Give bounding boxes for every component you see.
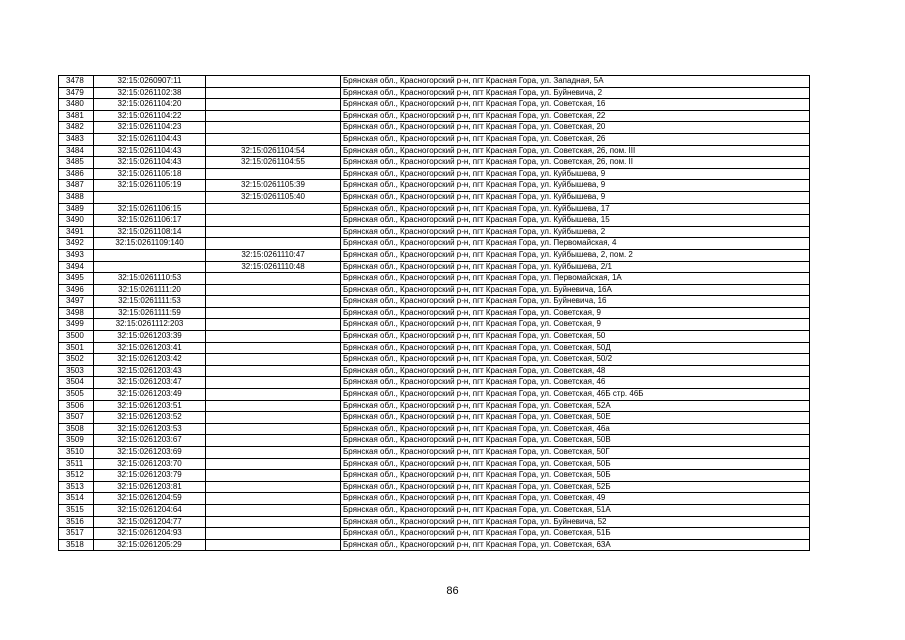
row-number-cell: 3478 <box>59 76 94 88</box>
object-cadastral-number-cell <box>206 493 341 505</box>
table-row <box>59 203 810 215</box>
cadastral-number-cell: 32:15:0261108:14 <box>94 226 206 238</box>
address-cell: Брянская обл., Красногорский р-н, пгт Красная Гора, ул. Советская, 46 <box>341 377 810 389</box>
object-cadastral-number-cell <box>206 76 341 88</box>
table-row <box>59 331 810 343</box>
cadastral-number-cell: 32:15:0261204:59 <box>94 493 206 505</box>
row-number-cell: 3482 <box>59 122 94 134</box>
object-cadastral-number-cell <box>206 539 341 551</box>
row-number-cell: 3515 <box>59 504 94 516</box>
object-cadastral-number-cell <box>206 273 341 285</box>
row-number-cell: 3510 <box>59 447 94 459</box>
table-row <box>59 133 810 145</box>
row-number-cell: 3496 <box>59 284 94 296</box>
table-row <box>59 412 810 424</box>
page-number: 86 <box>446 585 459 597</box>
object-cadastral-number-cell: 32:15:0261104:55 <box>206 157 341 169</box>
object-cadastral-number-cell <box>206 389 341 401</box>
cadastral-number-cell: 32:15:0261112:203 <box>94 319 206 331</box>
cadastral-number-cell: 32:15:0261203:42 <box>94 354 206 366</box>
row-number-cell: 3503 <box>59 365 94 377</box>
table-row <box>59 249 810 261</box>
address-cell: Брянская обл., Красногорский р-н, пгт Красная Гора, ул. Советская, 50Г <box>341 447 810 459</box>
table-row <box>59 226 810 238</box>
table-row <box>59 319 810 331</box>
object-cadastral-number-cell <box>206 133 341 145</box>
object-cadastral-number-cell <box>206 122 341 134</box>
row-number-cell: 3488 <box>59 191 94 203</box>
row-number-cell: 3485 <box>59 157 94 169</box>
address-cell: Брянская обл., Красногорский р-н, пгт Красная Гора, ул. Советская, 63А <box>341 539 810 551</box>
row-number-cell: 3518 <box>59 539 94 551</box>
object-cadastral-number-cell <box>206 226 341 238</box>
object-cadastral-number-cell <box>206 516 341 528</box>
cadastral-number-cell: 32:15:0261203:69 <box>94 447 206 459</box>
address-cell: Брянская обл., Красногорский р-н, пгт Красная Гора, ул. Куйбышева, 2 <box>341 226 810 238</box>
object-cadastral-number-cell <box>206 435 341 447</box>
address-cell: Брянская обл., Красногорский р-н, пгт Красная Гора, ул. Куйбышева, 2, пом. 2 <box>341 249 810 261</box>
property-table <box>58 75 810 551</box>
object-cadastral-number-cell <box>206 342 341 354</box>
object-cadastral-number-cell <box>206 528 341 540</box>
cadastral-number-cell: 32:15:0261203:47 <box>94 377 206 389</box>
table-row <box>59 145 810 157</box>
address-cell: Брянская обл., Красногорский р-н, пгт Красная Гора, ул. Советская, 50 <box>341 331 810 343</box>
cadastral-number-cell: 32:15:0261203:81 <box>94 481 206 493</box>
address-cell: Брянская обл., Красногорский р-н, пгт Красная Гора, ул. Советская, 46Б стр. 46Б <box>341 389 810 401</box>
table-row <box>59 296 810 308</box>
address-cell: Брянская обл., Красногорский р-н, пгт Красная Гора, ул. Куйбышева, 2/1 <box>341 261 810 273</box>
table-row <box>59 284 810 296</box>
cadastral-number-cell: 32:15:0261104:43 <box>94 157 206 169</box>
object-cadastral-number-cell: 32:15:0261105:40 <box>206 191 341 203</box>
row-number-cell: 3501 <box>59 342 94 354</box>
address-cell: Брянская обл., Красногорский р-н, пгт Красная Гора, ул. Куйбышева, 15 <box>341 215 810 227</box>
address-cell: Брянская обл., Красногорский р-н, пгт Красная Гора, ул. Советская, 48 <box>341 365 810 377</box>
cadastral-number-cell: 32:15:0261111:53 <box>94 296 206 308</box>
address-cell: Брянская обл., Красногорский р-н, пгт Красная Гора, ул. Советская, 50Б <box>341 458 810 470</box>
table-row <box>59 354 810 366</box>
address-cell: Брянская обл., Красногорский р-н, пгт Красная Гора, ул. Куйбышева, 9 <box>341 180 810 192</box>
row-number-cell: 3513 <box>59 481 94 493</box>
object-cadastral-number-cell <box>206 238 341 250</box>
cadastral-number-cell <box>94 191 206 203</box>
cadastral-number-cell: 32:15:0261205:29 <box>94 539 206 551</box>
address-cell: Брянская обл., Красногорский р-н, пгт Красная Гора, ул. Советская, 50В <box>341 435 810 447</box>
cadastral-number-cell: 32:15:0261102:38 <box>94 87 206 99</box>
table-row <box>59 122 810 134</box>
cadastral-number-cell: 32:15:0261203:67 <box>94 435 206 447</box>
table-row <box>59 87 810 99</box>
row-number-cell: 3498 <box>59 307 94 319</box>
object-cadastral-number-cell <box>206 458 341 470</box>
row-number-cell: 3491 <box>59 226 94 238</box>
cadastral-number-cell: 32:15:0261110:53 <box>94 273 206 285</box>
object-cadastral-number-cell <box>206 481 341 493</box>
cadastral-number-cell: 32:15:0261204:93 <box>94 528 206 540</box>
row-number-cell: 3495 <box>59 273 94 285</box>
cadastral-number-cell: 32:15:0261104:20 <box>94 99 206 111</box>
table-row <box>59 273 810 285</box>
cadastral-number-cell: 32:15:0261203:49 <box>94 389 206 401</box>
cadastral-number-cell: 32:15:0261111:20 <box>94 284 206 296</box>
address-cell: Брянская обл., Красногорский р-н, пгт Красная Гора, ул. Куйбышева, 17 <box>341 203 810 215</box>
cadastral-number-cell: 32:15:0261203:79 <box>94 470 206 482</box>
row-number-cell: 3480 <box>59 99 94 111</box>
address-cell: Брянская обл., Красногорский р-н, пгт Красная Гора, ул. Советская, 51А <box>341 504 810 516</box>
table-row <box>59 342 810 354</box>
object-cadastral-number-cell <box>206 284 341 296</box>
object-cadastral-number-cell <box>206 319 341 331</box>
row-number-cell: 3493 <box>59 249 94 261</box>
table-row <box>59 191 810 203</box>
address-cell: Брянская обл., Красногорский р-н, пгт Красная Гора, ул. Советская, 26, пом. II <box>341 157 810 169</box>
object-cadastral-number-cell <box>206 412 341 424</box>
address-cell: Брянская обл., Красногорский р-н, пгт Красная Гора, ул. Куйбышева, 9 <box>341 168 810 180</box>
property-table-body <box>59 76 810 551</box>
address-cell: Брянская обл., Красногорский р-н, пгт Красная Гора, ул. Первомайская, 4 <box>341 238 810 250</box>
row-number-cell: 3499 <box>59 319 94 331</box>
row-number-cell: 3483 <box>59 133 94 145</box>
cadastral-number-cell: 32:15:0261203:51 <box>94 400 206 412</box>
row-number-cell: 3479 <box>59 87 94 99</box>
row-number-cell: 3504 <box>59 377 94 389</box>
table-row <box>59 238 810 250</box>
table-row <box>59 435 810 447</box>
cadastral-number-cell: 32:15:0261203:39 <box>94 331 206 343</box>
object-cadastral-number-cell <box>206 168 341 180</box>
row-number-cell: 3508 <box>59 423 94 435</box>
cadastral-number-cell: 32:15:0261204:64 <box>94 504 206 516</box>
object-cadastral-number-cell <box>206 504 341 516</box>
cadastral-number-cell: 32:15:0261105:18 <box>94 168 206 180</box>
address-cell: Брянская обл., Красногорский р-н, пгт Красная Гора, ул. Куйбышева, 9 <box>341 191 810 203</box>
address-cell: Брянская обл., Красногорский р-н, пгт Красная Гора, ул. Западная, 5А <box>341 76 810 88</box>
object-cadastral-number-cell: 32:15:0261110:47 <box>206 249 341 261</box>
table-row <box>59 157 810 169</box>
cadastral-number-cell: 32:15:0261203:43 <box>94 365 206 377</box>
cadastral-number-cell: 32:15:0261104:43 <box>94 133 206 145</box>
object-cadastral-number-cell <box>206 354 341 366</box>
cadastral-number-cell <box>94 249 206 261</box>
row-number-cell: 3505 <box>59 389 94 401</box>
table-row <box>59 516 810 528</box>
object-cadastral-number-cell <box>206 423 341 435</box>
object-cadastral-number-cell <box>206 377 341 389</box>
object-cadastral-number-cell <box>206 400 341 412</box>
row-number-cell: 3514 <box>59 493 94 505</box>
cadastral-number-cell: 32:15:0261106:17 <box>94 215 206 227</box>
object-cadastral-number-cell <box>206 470 341 482</box>
object-cadastral-number-cell <box>206 307 341 319</box>
table-row <box>59 307 810 319</box>
address-cell: Брянская обл., Красногорский р-н, пгт Красная Гора, ул. Советская, 49 <box>341 493 810 505</box>
table-row <box>59 110 810 122</box>
table-row <box>59 168 810 180</box>
row-number-cell: 3484 <box>59 145 94 157</box>
address-cell: Брянская обл., Красногорский р-н, пгт Красная Гора, ул. Советская, 20 <box>341 122 810 134</box>
object-cadastral-number-cell <box>206 99 341 111</box>
table-row <box>59 180 810 192</box>
address-cell: Брянская обл., Красногорский р-н, пгт Красная Гора, ул. Советская, 52А <box>341 400 810 412</box>
object-cadastral-number-cell <box>206 215 341 227</box>
row-number-cell: 3512 <box>59 470 94 482</box>
row-number-cell: 3500 <box>59 331 94 343</box>
table-row <box>59 458 810 470</box>
table-row <box>59 470 810 482</box>
object-cadastral-number-cell <box>206 447 341 459</box>
cadastral-number-cell <box>94 261 206 273</box>
object-cadastral-number-cell <box>206 331 341 343</box>
cadastral-number-cell: 32:15:0261105:19 <box>94 180 206 192</box>
cadastral-number-cell: 32:15:0260907:11 <box>94 76 206 88</box>
cadastral-number-cell: 32:15:0261104:22 <box>94 110 206 122</box>
table-row <box>59 365 810 377</box>
cadastral-number-cell: 32:15:0261203:52 <box>94 412 206 424</box>
row-number-cell: 3489 <box>59 203 94 215</box>
cadastral-number-cell: 32:15:0261203:70 <box>94 458 206 470</box>
address-cell: Брянская обл., Красногорский р-н, пгт Красная Гора, ул. Первомайская, 1А <box>341 273 810 285</box>
cadastral-number-cell: 32:15:0261104:23 <box>94 122 206 134</box>
row-number-cell: 3517 <box>59 528 94 540</box>
address-cell: Брянская обл., Красногорский р-н, пгт Красная Гора, ул. Советская, 26 <box>341 133 810 145</box>
address-cell: Брянская обл., Красногорский р-н, пгт Красная Гора, ул. Советская, 50Д <box>341 342 810 354</box>
address-cell: Брянская обл., Красногорский р-н, пгт Красная Гора, ул. Буйневича, 16 <box>341 296 810 308</box>
object-cadastral-number-cell: 32:15:0261110:48 <box>206 261 341 273</box>
row-number-cell: 3487 <box>59 180 94 192</box>
table-row <box>59 528 810 540</box>
row-number-cell: 3511 <box>59 458 94 470</box>
address-cell: Брянская обл., Красногорский р-н, пгт Красная Гора, ул. Буйневича, 52 <box>341 516 810 528</box>
table-row <box>59 493 810 505</box>
table-row <box>59 504 810 516</box>
address-cell: Брянская обл., Красногорский р-н, пгт Красная Гора, ул. Советская, 52Б <box>341 481 810 493</box>
table-row <box>59 377 810 389</box>
cadastral-number-cell: 32:15:0261203:41 <box>94 342 206 354</box>
table-row <box>59 76 810 88</box>
row-number-cell: 3486 <box>59 168 94 180</box>
object-cadastral-number-cell <box>206 203 341 215</box>
address-cell: Брянская обл., Красногорский р-н, пгт Красная Гора, ул. Советская, 50Е <box>341 412 810 424</box>
table-row <box>59 481 810 493</box>
row-number-cell: 3509 <box>59 435 94 447</box>
cadastral-number-cell: 32:15:0261204:77 <box>94 516 206 528</box>
table-row <box>59 539 810 551</box>
table-row <box>59 400 810 412</box>
table-row <box>59 261 810 273</box>
row-number-cell: 3507 <box>59 412 94 424</box>
address-cell: Брянская обл., Красногорский р-н, пгт Красная Гора, ул. Советская, 50Б <box>341 470 810 482</box>
table-row <box>59 99 810 111</box>
table-row <box>59 423 810 435</box>
address-cell: Брянская обл., Красногорский р-н, пгт Красная Гора, ул. Советская, 46а <box>341 423 810 435</box>
address-cell: Брянская обл., Красногорский р-н, пгт Красная Гора, ул. Буйневича, 16А <box>341 284 810 296</box>
table-row <box>59 389 810 401</box>
row-number-cell: 3492 <box>59 238 94 250</box>
address-cell: Брянская обл., Красногорский р-н, пгт Красная Гора, ул. Советская, 50/2 <box>341 354 810 366</box>
address-cell: Брянская обл., Красногорский р-н, пгт Красная Гора, ул. Советская, 9 <box>341 319 810 331</box>
object-cadastral-number-cell <box>206 110 341 122</box>
address-cell: Брянская обл., Красногорский р-н, пгт Красная Гора, ул. Советская, 16 <box>341 99 810 111</box>
row-number-cell: 3506 <box>59 400 94 412</box>
object-cadastral-number-cell: 32:15:0261105:39 <box>206 180 341 192</box>
object-cadastral-number-cell <box>206 365 341 377</box>
cadastral-number-cell: 32:15:0261109:140 <box>94 238 206 250</box>
row-number-cell: 3497 <box>59 296 94 308</box>
row-number-cell: 3494 <box>59 261 94 273</box>
row-number-cell: 3502 <box>59 354 94 366</box>
address-cell: Брянская обл., Красногорский р-н, пгт Красная Гора, ул. Советская, 51Б <box>341 528 810 540</box>
address-cell: Брянская обл., Красногорский р-н, пгт Красная Гора, ул. Советская, 26, пом. III <box>341 145 810 157</box>
table-row <box>59 215 810 227</box>
table-row <box>59 447 810 459</box>
address-cell: Брянская обл., Красногорский р-н, пгт Красная Гора, ул. Буйневича, 2 <box>341 87 810 99</box>
cadastral-number-cell: 32:15:0261203:53 <box>94 423 206 435</box>
address-cell: Брянская обл., Красногорский р-н, пгт Красная Гора, ул. Советская, 9 <box>341 307 810 319</box>
object-cadastral-number-cell <box>206 296 341 308</box>
address-cell: Брянская обл., Красногорский р-н, пгт Красная Гора, ул. Советская, 22 <box>341 110 810 122</box>
cadastral-number-cell: 32:15:0261111:59 <box>94 307 206 319</box>
object-cadastral-number-cell <box>206 87 341 99</box>
row-number-cell: 3481 <box>59 110 94 122</box>
row-number-cell: 3490 <box>59 215 94 227</box>
cadastral-number-cell: 32:15:0261104:43 <box>94 145 206 157</box>
object-cadastral-number-cell: 32:15:0261104:54 <box>206 145 341 157</box>
cadastral-number-cell: 32:15:0261106:15 <box>94 203 206 215</box>
row-number-cell: 3516 <box>59 516 94 528</box>
